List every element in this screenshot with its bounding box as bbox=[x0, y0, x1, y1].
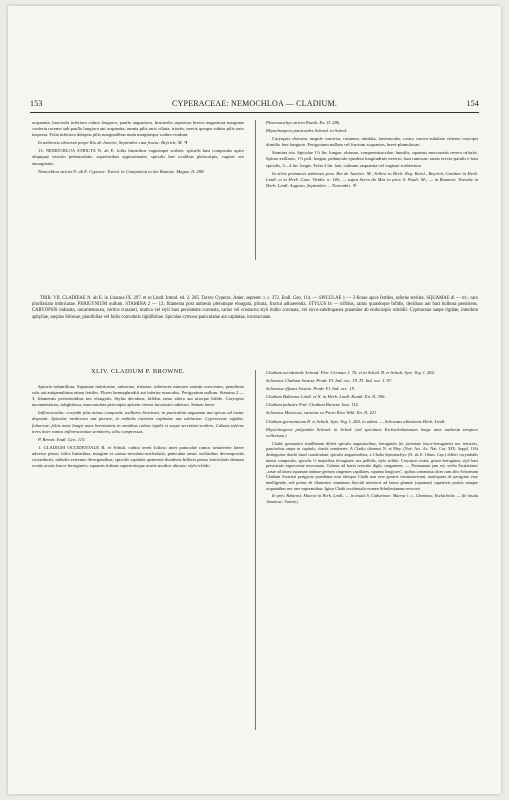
running-header bbox=[30, 96, 479, 110]
species-heading: 1. CLADIUM OCCIDENTALE R. et Schult. culmo tereti folioso inter paniculae ramos semiterete latere adverso plano; foliis linearibus, margine et carina serrulato-aculeolatis; paniculae ramis axillaribus decompositis corymbosis, radiolis extremis divergentibus; spiculis capitatis quaternis-duodenis bifloris primo lanceolatis demum ovatis acutis fusco-ferrugineis; squamis infimis superiorisque acutis modice obtusis; stylo trifido. bbox=[32, 444, 244, 469]
section-title: XLIV. CLADIUM P. BROWNE. bbox=[91, 368, 185, 375]
left-column-bottom bbox=[32, 384, 244, 471]
right-page-number: 154 bbox=[466, 98, 479, 108]
tribe-text: TRIB. VII. CLADIEAE N. ab E. in Linnaea IX. 297. et in Lindl. Introd. ed. 2. 285. Torrey Cyperac. Amer. septentr. l. c. 372. Endl. Gen. 114. — SPICULAE 1 — 3-florae apice fertiles, inferne steriles. SQUAMAE di — tri-, raro plurifariam imbricatae. PERIGYNIUM nullum. STAMINA 2 — 12; filamenta post anthesin plerumque elongata, plicata, fructui adhaerentia. STYLUS bi — trifidus, ramis quandoque bifidis, deciduus aut basi bulbosa persistens. CARYOPSIS indurata, uncamentacea, vertice crassiori, mutica vel styli basi persistente coronata, rarius vel crustacea styli bulbo coronata, vel sicco-subdrupacea putamine ab endocarpio solubili. Cyperaceae saepe rigidae, interdum aphyllae, saepius foliosae, planifoliae vel foliis convolutis rigidifoliae. Spiculae cymoso-paniculatae aut capitatae, involucratae. bbox=[32, 296, 478, 320]
synonym: Schoenus Cladium Swartz. Prodr. Fl. Ind. occ. 19. Fl. Ind. occ. I. 97. bbox=[266, 378, 393, 384]
column-divider bbox=[255, 120, 256, 260]
synonym: Cladium palustre Poir. Cladium Browne Jam. 114. bbox=[266, 402, 359, 408]
paragraph: Caryopsis obovata, turgide convexa, castanea, nitidula, laevinsculis, rostro conico-subulato cinereo caryopsi dimidio fere longiore. Perigynium nullum vel fructum acquantes, brevi-plumulosae. bbox=[266, 136, 478, 148]
synonym: Cladium occidentale Schrad. Flor. German. I. 76. et in Sched. R. et Schult. Syst. Veg. I. 284. bbox=[266, 370, 435, 375]
running-title: CYPERACEAE: NEMOCHLOA — CLADIUM. bbox=[171, 98, 338, 108]
habitat-note: In silvis primaevis umbrosis prov. Rio de Janeiro: M., Sellow in Herb. Reg. Berol., Beyrich, Gardner in Herb. Lindl. et in Herb. Cass. Viridis. n. 146; — supra Serra do Mar in prov. S. Pauli: M.; — in Bonaria: Tweedie in Herb. Lindl. Augusto, Septembri — Novembri. ♃ bbox=[266, 170, 478, 188]
species-heading: 13. NEMOCHLOA STRICTA N. ab E. foliis linearibus vaginisque scabris: spiculis basi compositis apice aliquipue exserto pedunculatis, superioribus approximatis; spiculis late ovalibus pleiocarpis; vaginis ore emarginatis. bbox=[32, 148, 244, 166]
right-column-bottom bbox=[266, 370, 478, 506]
synonym: Rhynchospora panicoides Schrad. in Sched. bbox=[266, 128, 347, 134]
right-column-top bbox=[266, 120, 478, 191]
paragraph: acquantia, bracteola inferiora culmo longiora, paullo angustiora, bracteolis superiora brevia angustiora marginae conferta racemo sub paullo longiora aut acquantia, omnia pilis raris ciliata, trisetis, nervis quoque subtus pilis raris inspersa. Folia inferiora delapsis pilis marginalibus nuda margineque scabra evadunt. bbox=[32, 120, 244, 138]
paragraph: Stamina tria. Spiculae 1½ lin. longae, obtusae, compressiusculae, humilis, squamis mucronatis revera trifariis. Spicae axillares, 1½ poll. longae, pedunculo ejusdem longitudinis exserto, basi ramosae, ramis erecto-patulis e basi spiculis, 3—4 lin. longis. Folia 3 lin. lata, culmum aequantia vel vaginae scaberrima. bbox=[266, 150, 478, 168]
synonym: Nemochloa stricta N. ab E. Cyperac. Tweed. in Companion to the Botanic. Magaz. II. 298. bbox=[38, 168, 205, 174]
genus-description: Spicula subuniflora. Squamae imbricatae, uniseriae, trifariae, inferiores minores sensim crescentes, penultima sola aut antipenultima etiam fertiles. Flores hermaphroditi aut inferior masculus. Perigynium nullum. Stamina 2 — 3, filamentis persistentibus nec elongatis. Stylus deciduus, bifidus ramo altero aut utroque bifido. Caryopsis uncamentacea, subglobosa, mucronulata pericarpio apicem versus incrassato subeoso. Semen laeve. bbox=[32, 384, 244, 408]
synonym: Schoenus Mariscus, varietas ex Porto Rico Vahl. En. II. 221. bbox=[266, 410, 378, 416]
synonym: Schoenus effusus Swartz. Prodr. Fl. Ind. occ. 19. bbox=[266, 386, 356, 392]
tribe-description bbox=[32, 296, 478, 321]
genus-reference: P. Brown. Endl. Gen. 115. bbox=[38, 436, 86, 442]
left-page-number: 153 bbox=[30, 98, 43, 108]
column-divider bbox=[255, 370, 256, 730]
habitat-note: In prov. Bahiensi: Macrae in Herb. Lindl.; — in insula S. Catharinae: Macrae l. c., Chamisso, Eschscholtz. — (In insula Jamaicae: Swartz.) bbox=[266, 493, 478, 504]
header-rule bbox=[30, 112, 479, 113]
synonym: Cladium germanicum R. et Schult. Syst. Veg. I. 284. in adnot. — Schoenus altissimus Herb. Lindl. bbox=[266, 418, 446, 424]
synonym: Rhynchospora polyantha Schrad. in Sched. (ad specimen Eschscholtzianum longe ante anthesin tempore collectum.) bbox=[266, 426, 478, 438]
habitat-note: In umbrosis silvarum prope Rio de Janeiro, Septembri cum fructu: Beyrich, M. ♃ bbox=[38, 140, 188, 146]
left-column-top bbox=[32, 120, 244, 177]
book-page bbox=[8, 6, 501, 794]
observation-note: Cladio germanico simillimum differt spiculis angustioribus, ferrugineis (in juventute fusco-ferrugineis) nec testaceis, pauciorbus saepe in capitulo, rhachi semiterete. A Cladio chinensi N. et Mey. (Nov. Act. Ac. Nat. Cur. XIX. Suppl. 116) distinguitur rhachi haud canaliculata, spiculis angustioribus; a Cladio leptostachyo (N. ab E. Glum. Cap.) differt corymbulis minus compositis, spiculis ½ majoribus ferrugineis nec pallidis, stylo trifido. Caryopsis ovata, griseo-ferruginea, styli basi persistente nigrescente mucronata. Culmus ad basin crassitie digiti, sanguineus. — Peronanum jam est, verba Swartziana: „setae ad latera squamae intimae germen cingentes capillares, squama longiores", quibus commotus olim cum aliis Schoenum Cladium Swartzii perigynio praeditum esse ideoque Cladii non esse generis existimaverunt, nuntiquam de perigynio esse intelligenda, sed potius de filamentis staminum flaccidi inferioris ad latera glumae (squamae) superioris positis nimque acquantibus nec rare superantibus. Igitur Cladii occidentalis nomen Schultesianum revocavi. bbox=[266, 440, 478, 491]
synonym: Cladium Bahiense Lindl. et N. in Herb. Lindl. Kunth. En. II. 306. bbox=[266, 394, 386, 400]
inflorescence-description: Inflorescentia: corymbi plus minus compositi, axillares bracteati, in paniculam angustam aut spicas ad instar dispositi. Spiculae mediocres aut parvae, in radiolis extremis capitatae aut solitariae. Cyperaceae rigidae, foliaceae, foliis nunc longis nunc brevissimis in omnibus culmo rigidis et saepe serrulato-scabris. Culmus inferne teres inter ramos inflorescentiae semiteres, aliis compressus. bbox=[32, 410, 244, 434]
synonym: Pleurostachys stricta Kunth. En. II. 286. bbox=[266, 120, 341, 125]
